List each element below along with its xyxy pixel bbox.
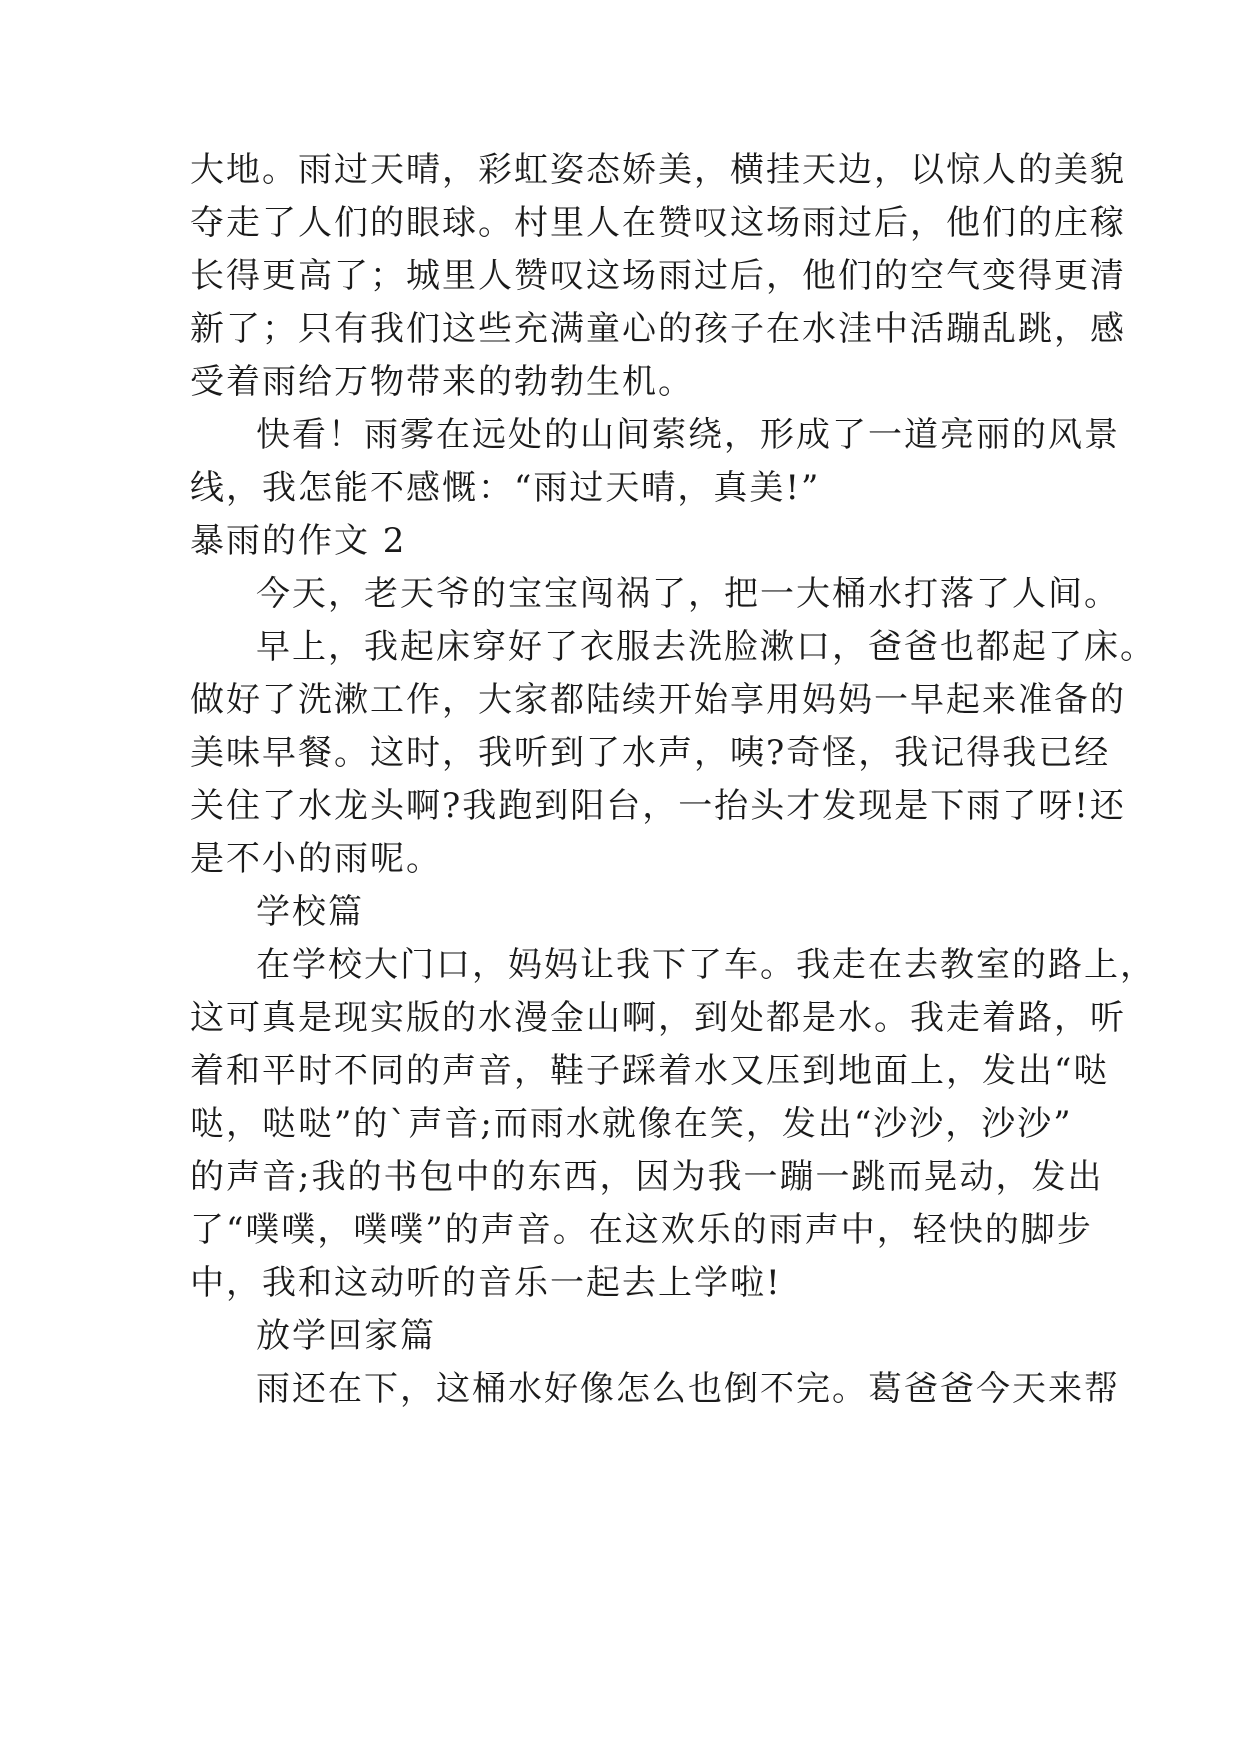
essay-title: 暴雨的作文 2	[190, 521, 407, 561]
paragraph-line: 新了；只有我们这些充满童心的孩子在水洼中活蹦乱跳，感	[190, 309, 1126, 349]
paragraph-line: 做好了洗漱工作，大家都陆续开始享用妈妈一早起来准备的	[190, 680, 1126, 720]
paragraph-line: 的声音;我的书包中的东西，因为我一蹦一跳而晃动，发出	[190, 1157, 1104, 1197]
paragraph-line: 线，我怎能不感慨：“雨过天晴，真美!”	[190, 468, 821, 508]
paragraph-line: 中，我和这动听的音乐一起去上学啦!	[190, 1263, 782, 1303]
paragraph-line: 关住了水龙头啊?我跑到阳台，一抬头才发现是下雨了呀!还	[190, 786, 1126, 826]
paragraph-line: 快看！雨雾在远处的山间萦绕，形成了一道亮丽的风景	[256, 415, 1120, 455]
paragraph-line: 受着雨给万物带来的勃勃生机。	[190, 362, 694, 402]
paragraph-line: 雨还在下，这桶水好像怎么也倒不完。葛爸爸今天来帮	[256, 1369, 1120, 1409]
paragraph-line: 了“噗噗，噗噗”的声音。在这欢乐的雨声中，轻快的脚步	[190, 1210, 1093, 1250]
section-heading-school: 学校篇	[256, 892, 364, 932]
paragraph-line: 是不小的雨呢。	[190, 839, 442, 879]
paragraph-line: 大地。雨过天晴，彩虹姿态娇美，横挂天边，以惊人的美貌	[190, 150, 1126, 190]
paragraph-line: 早上，我起床穿好了衣服去洗脸漱口，爸爸也都起了床。	[256, 627, 1156, 667]
paragraph-line: 着和平时不同的声音，鞋子踩着水又压到地面上，发出“哒	[190, 1051, 1110, 1091]
section-heading-home: 放学回家篇	[256, 1316, 436, 1356]
paragraph-line: 这可真是现实版的水漫金山啊，到处都是水。我走着路，听	[190, 998, 1126, 1038]
paragraph-line: 夺走了人们的眼球。村里人在赞叹这场雨过后，他们的庄稼	[190, 203, 1126, 243]
paragraph-line: 美味早餐。这时，我听到了水声，咦?奇怪，我记得我已经	[190, 733, 1111, 773]
paragraph-line: 在学校大门口，妈妈让我下了车。我走在去教室的路上，	[256, 945, 1156, 985]
paragraph-line: 长得更高了；城里人赞叹这场雨过后，他们的空气变得更清	[190, 256, 1126, 296]
paragraph-line: 哒，哒哒”的`声音;而雨水就像在笑，发出“沙沙，沙沙”	[190, 1104, 1073, 1144]
paragraph-line: 今天，老天爷的宝宝闯祸了，把一大桶水打落了人间。	[256, 574, 1120, 614]
